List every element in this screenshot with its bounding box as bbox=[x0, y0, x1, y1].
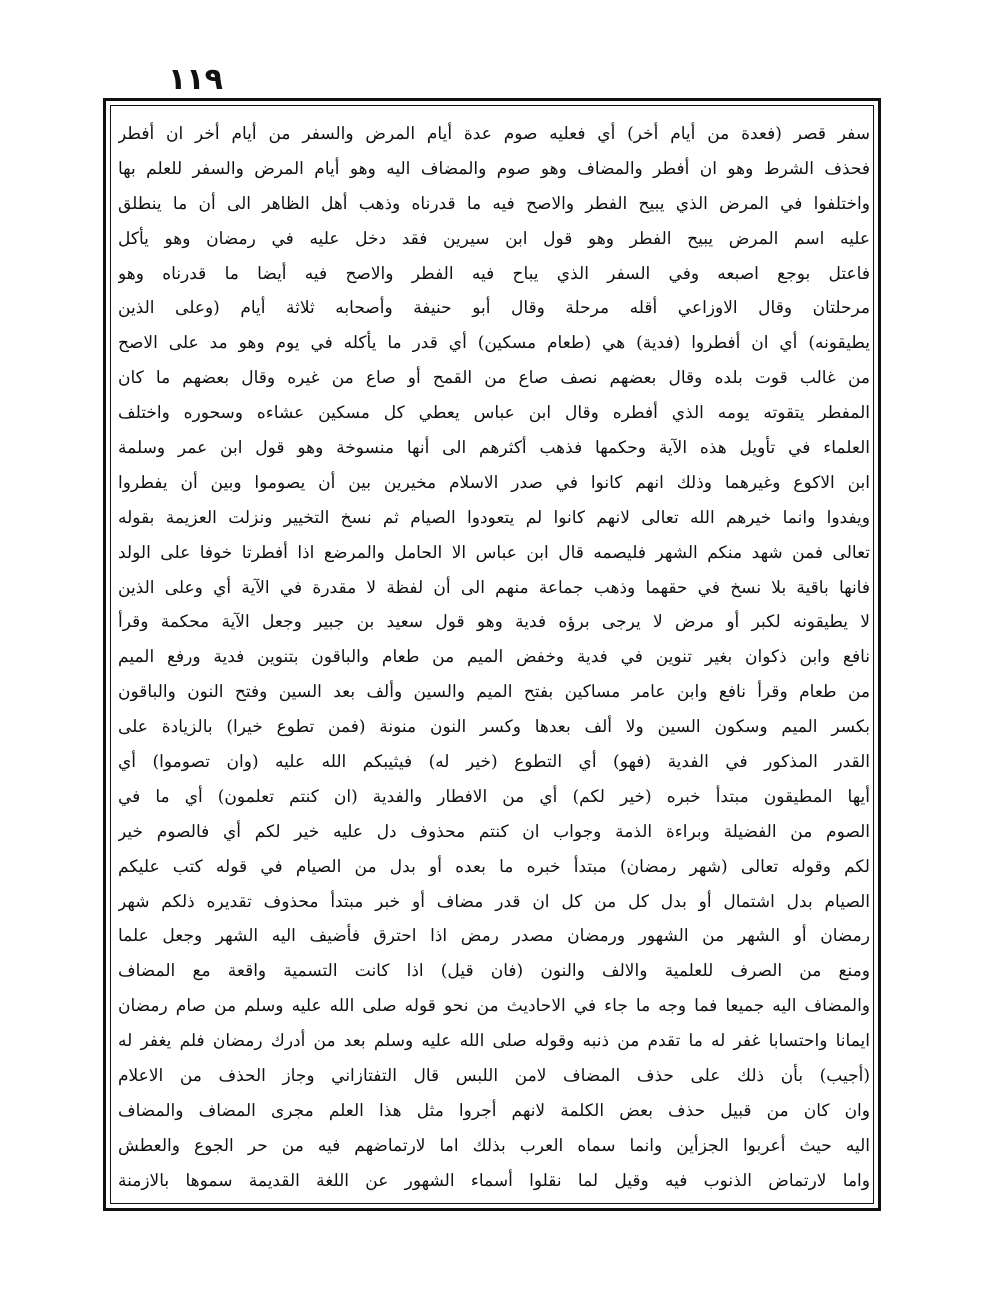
text-line: فاعتل بوجع اصبعه وفي السفر الذي يباح فيه الفطر والاصح فيه أيضا ما قدرناه وهو bbox=[118, 263, 870, 284]
page-number: ١١٩ bbox=[168, 62, 223, 97]
text-line: سفر قصر (فعدة من أيام أخر) أي فعليه صوم عدة أيام المرض والسفر من أيام أخر ان أفطر bbox=[118, 124, 870, 144]
text-line: العلماء في تأويل هذه الآية وحكمها فذهب أكثرهم الى أنها منسوخة وهو قول ابن عمر وسلمة bbox=[118, 438, 870, 459]
text-line: القدر المذكور في الفدية (فهو) أي التطوع (خير له) فيثيبكم الله عليه (وان تصوموا) أي bbox=[118, 752, 870, 773]
text-line: مرحلتان وقال الاوزاعي أقله مرحلة وقال أبو حنيفة وأصحابه ثلاثة أيام (وعلى الذين bbox=[118, 298, 870, 319]
text-line: واختلفوا في المرض الذي يبيح الفطر والاصح فيه ما قدرناه وذهب أهل الظاهر الى أن ما ينطلق bbox=[118, 193, 870, 214]
text-line: المفطر يتقوته يومه الذي أفطره وقال ابن عباس يعطي كل مسكين عشاءه وسحوره واختلف bbox=[118, 403, 870, 424]
text-line: نافع وابن ذكوان بغير تنوين في فدية وخفض الميم من طعام والباقون بتنوين فدية ورفع الميم bbox=[118, 647, 870, 668]
text-line: تعالى فمن شهد منكم الشهر فليصمه قال ابن عباس الا الحامل والمرضع اذا أفطرتا خوفا على الولد bbox=[118, 542, 870, 563]
text-line: واما لارتماض الذنوب فيه وقيل لما نقلوا أسماء الشهور عن اللغة القديمة سموها بالازمنة bbox=[118, 1170, 870, 1191]
text-line: وان كان من قبيل حذف بعض الكلمة لانهم أجروا مثل هذا العلم مجرى المضاف والمضاف bbox=[118, 1100, 870, 1121]
body-text bbox=[118, 117, 870, 1207]
text-line: يطيقونه) أي ان أفطروا (فدية) هي (طعام مسكين) أي قدر ما يأكله في يوم وهو مد على الاصح bbox=[118, 333, 870, 354]
text-line: اليه حيث أعربوا الجزأين وانما سماه العرب بذلك اما لارتماضهم فيه من حر الجوع والعطش bbox=[118, 1135, 870, 1156]
text-line: رمضان أو الشهر من الشهور ورمضان مصدر رمض اذا احترق فأضيف اليه الشهر وجعل علما bbox=[118, 926, 870, 947]
text-line: فحذف الشرط وهو ان أفطر والمضاف وهو صوم والمضاف اليه وهو أيام المرض والسفر للعلم بها bbox=[118, 158, 870, 179]
text-line: الصوم من الفضيلة وبراءة الذمة وجواب ان كنتم محذوف دل عليه خير لكم أي فالصوم خير bbox=[118, 821, 870, 842]
text-line: لكم وقوله تعالى (شهر رمضان) مبتدأ خبره ما بعده أو بدل من الصيام في قوله كتب عليكم bbox=[118, 856, 870, 877]
text-line: (أجيب) بأن ذلك على حذف المضاف لامن اللبس قال التفتازاني وجاز الحذف من الاعلام bbox=[118, 1066, 870, 1087]
text-line: لا يطيقونه لكبر أو مرض لا يرجى برؤه فدية وهو قول سعيد بن جبير وجعل الآية محكمة وقرأ bbox=[118, 612, 870, 633]
text-line: ويفدوا وانما خيرهم الله تعالى لانهم كانوا لم يتعودوا الصيام ثم نسخ التخيير ونزلت العزيمة بقوله bbox=[118, 507, 870, 528]
text-line: ايمانا واحتسابا غفر له ما تقدم من ذنبه وقوله صلى الله عليه وسلم بعد من أدرك رمضان فلم يغفر له bbox=[118, 1031, 870, 1052]
text-line: بكسر الميم وسكون السين ولا ألف بعدها وكسر النون منونة (فمن تطوع خيرا) بالزيادة على bbox=[118, 717, 870, 738]
text-line: فانها باقية بلا نسخ في حقهما وذهب جماعة منهم الى أن لفظة لا مقدرة في الآية أي وعلى الذين bbox=[118, 577, 870, 598]
text-line: والمضاف اليه جميعا فما وجه ما جاء في الاحاديث من نحو قوله صلى الله عليه وسلم من صام رمضان bbox=[118, 996, 870, 1017]
text-line: أيها المطيقون مبتدأ خبره (خير لكم) أي من الافطار والفدية (ان كنتم تعلمون) أي ما في bbox=[118, 786, 870, 807]
text-line: عليه اسم المرض يبيح الفطر وهو قول ابن سيرين فقد دخل عليه في رمضان وهو يأكل bbox=[118, 228, 870, 249]
text-line: ومنع من الصرف للعلمية والالف والنون (فان قيل) اذا كانت التسمية واقعة مع المضاف bbox=[118, 961, 870, 982]
text-line: من طعام وقرأ نافع وابن عامر مساكين بفتح الميم والسين وألف بعد السين وفتح النون والباقون bbox=[118, 682, 870, 703]
text-line: ابن الاكوع وغيرهما وذلك انهم كانوا في صدر الاسلام مخيرين بين أن يصوموا وبين أن يفطروا bbox=[118, 472, 870, 493]
text-line: الصيام بدل اشتمال أو بدل كل من كل ان قدر مضاف أو خبر مبتدأ محذوف تقديره ذلكم شهر bbox=[118, 891, 870, 912]
text-line: من غالب قوت بلده وقال بعضهم نصف صاع من القمح أو صاع من غيره وقال بعضهم ما كان bbox=[118, 368, 870, 389]
